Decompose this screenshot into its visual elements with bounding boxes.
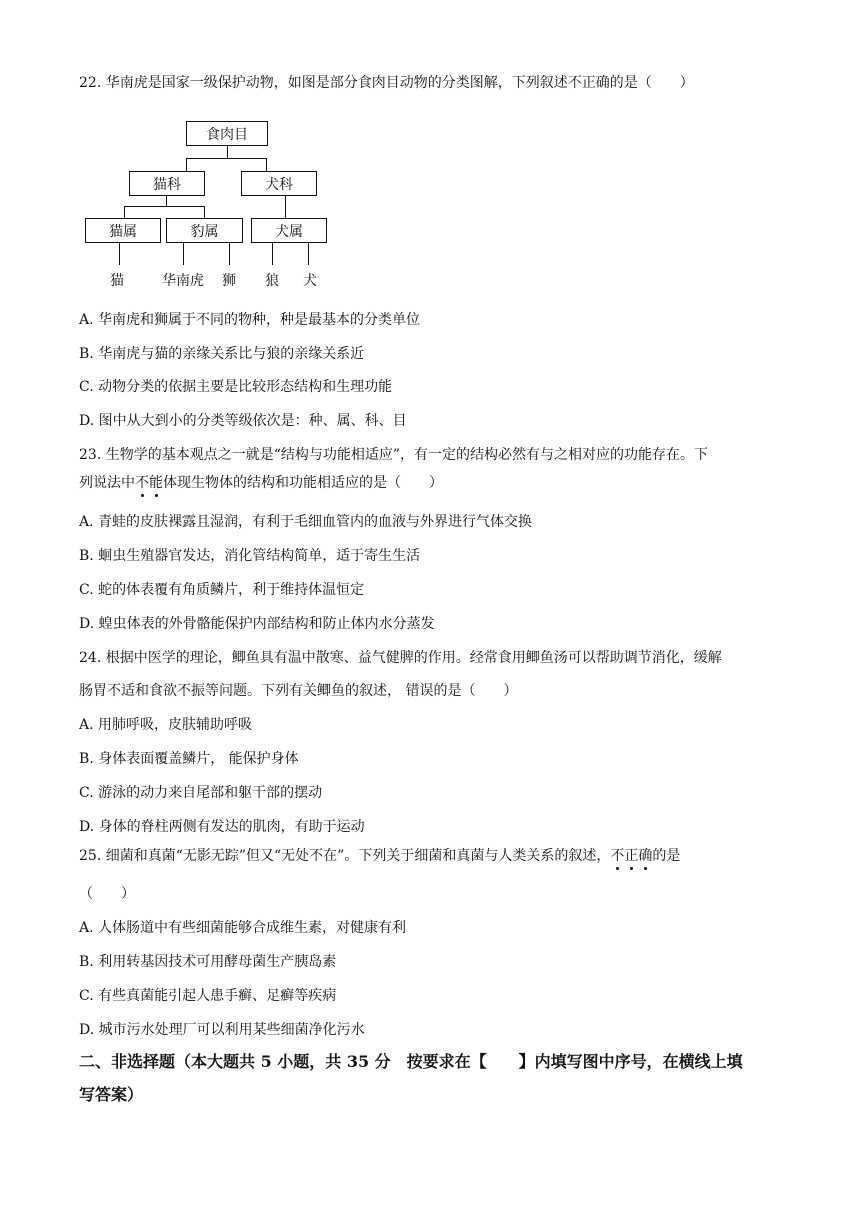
edge [183, 243, 184, 265]
q23-stem-pre: 列说法中 [79, 475, 135, 491]
species-dog: 犬 [303, 273, 317, 289]
q25-option-c: C. 有些真菌能引起人患手癣、足癣等疾病 [79, 988, 337, 1004]
q22-stem: 22. 华南虎是国家一级保护动物，如图是部分食肉目动物的分类图解，下列叙述不正确的是（ ） [79, 75, 694, 91]
q23-stem-line1: 23. 生物学的基本观点之一就是“结构与功能相适应”，有一定的结构必然有与之相对应的功能存在。下 [79, 447, 709, 463]
q22-option-c: C. 动物分类的依据主要是比较形态结构和生理功能 [79, 379, 393, 395]
edge [266, 158, 267, 171]
edge [166, 196, 167, 206]
edge [186, 158, 187, 171]
q24-option-d: D. 身体的脊柱两侧有发达的肌肉，有助于运动 [79, 819, 365, 835]
q25-stem-pre: 25. 细菌和真菌“无影无踪”但又“无处不在”。下列关于细菌和真菌与人类关系的叙述， [79, 848, 611, 864]
q25-stem [79, 847, 680, 865]
q24-stem-line1: 24. 根据中医学的理论，鲫鱼具有温中散寒、益气健脾的作用。经常食用鲫鱼汤可以帮助调节消化，缓解 [79, 650, 722, 666]
q24-option-b: B. 身体表面覆盖鳞片， 能保护身体 [79, 751, 299, 767]
edge [285, 196, 286, 218]
species-lion: 狮 [222, 273, 236, 289]
edge [308, 243, 309, 265]
q24-option-a: A. 用肺呼吸，皮肤辅助呼吸 [79, 717, 253, 733]
q24-option-c: C. 游泳的动力来自尾部和躯干部的摆动 [79, 785, 323, 801]
node-family-cat: 猫科 [129, 171, 205, 196]
q24-stem-line2: 肠胃不适和食欲不振等问题。下列有关鲫鱼的叙述， 错误的是（ ） [79, 683, 518, 699]
node-family-dog: 犬科 [241, 171, 317, 196]
q25-answer-paren: （ ） [79, 886, 135, 902]
edge [124, 206, 125, 218]
edge [204, 206, 205, 218]
species-wolf: 狼 [265, 273, 279, 289]
q25-stem-post: 的是 [652, 848, 681, 864]
q23-option-a: A. 青蛙的皮肤裸露且湿润，有利于毛细血管内的血液与外界进行气体交换 [79, 514, 533, 530]
q22-option-d: D. 图中从大到小的分类等级依次是：种、属、科、目 [79, 413, 407, 429]
q23-stem-line2 [79, 474, 443, 492]
section-2-heading-line2: 写答案） [79, 1085, 144, 1104]
emphasis-mark: 正 [624, 848, 639, 864]
node-genus-canis: 犬属 [251, 218, 327, 243]
q23-option-c: C. 蛇的体表覆有角质鳞片，利于维持体温恒定 [79, 582, 365, 598]
q23-option-b: B. 蛔虫生殖器官发达，消化管结构简单，适于寄生生活 [79, 548, 421, 564]
emphasis-mark: 确 [638, 848, 653, 864]
q25-option-a: A. 人体肠道中有些细菌能够合成维生素，对健康有利 [79, 920, 407, 936]
emphasis-mark: 不 [135, 475, 149, 491]
node-order: 食肉目 [186, 121, 268, 146]
node-genus-panthera: 豹属 [166, 218, 243, 243]
q25-option-b: B. 利用转基因技术可用酵母菌生产胰岛素 [79, 954, 337, 970]
q23-stem-post: 体现生物体的结构和功能相适应的是（ ） [163, 475, 443, 491]
edge [227, 146, 228, 158]
emphasis-mark: 不 [610, 848, 625, 864]
q22-option-b: B. 华南虎与猫的亲缘关系比与狼的亲缘关系近 [79, 346, 365, 362]
q22-option-a: A. 华南虎和狮属于不同的物种，种是最基本的分类单位 [79, 312, 421, 328]
edge [124, 206, 204, 207]
q25-option-d: D. 城市污水处理厂可以利用某些细菌净化污水 [79, 1022, 365, 1038]
species-south-china-tiger: 华南虎 [162, 273, 204, 289]
q23-option-d: D. 蝗虫体表的外骨骼能保护内部结构和防止体内水分蒸发 [79, 616, 435, 632]
section-2-heading-line1: 二、非选择题（本大题共 5 小题，共 35 分 按要求在【 】内填写图中序号，在横线上填 [79, 1052, 743, 1071]
edge [186, 158, 266, 159]
emphasis-mark: 能 [149, 475, 163, 491]
edge [119, 243, 120, 265]
species-cat: 猫 [110, 273, 124, 289]
edge [272, 243, 273, 265]
edge [229, 243, 230, 265]
node-genus-felis: 猫属 [85, 218, 161, 243]
